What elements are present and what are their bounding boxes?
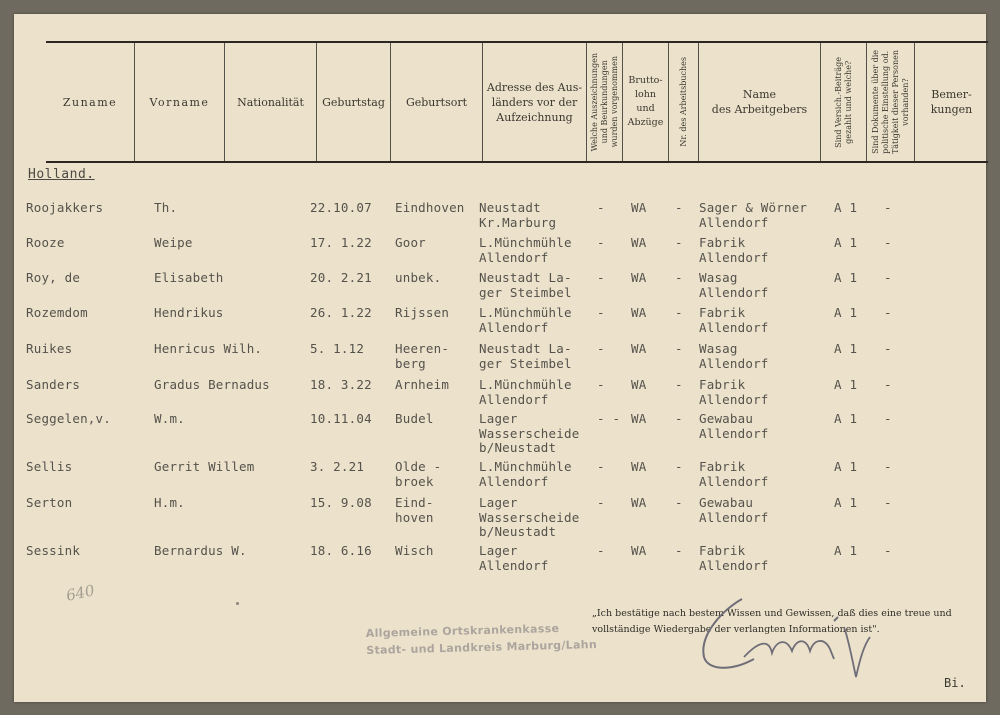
cell-arbeitsbuch: - (675, 377, 683, 392)
cell-auszeichnungen: - - (597, 411, 621, 426)
cell-geburtsort: Eind- hoven (395, 495, 434, 525)
cell-arbeitsbuch: - (675, 200, 683, 215)
pencil-note: 640 (64, 581, 97, 605)
cell-auszeichnungen: - (597, 235, 605, 250)
cell-geburtstag: 10.11.04 (310, 411, 372, 426)
cell-dokumente: - (884, 341, 892, 356)
cell-auszeichnungen: - (597, 459, 605, 474)
header-auszeichnungen-text: Welche Auszeichnungen und Beurkundungen wurden vorgenommen (589, 52, 619, 152)
cell-auszeichnungen: - (597, 270, 605, 285)
cell-arbeitgeber: Sager & Wörner Allendorf (699, 200, 808, 230)
header-vorname: Vorname (149, 95, 210, 109)
cell-vorname: Elisabeth (154, 270, 224, 285)
cell-adresse: Lager Allendorf (479, 543, 549, 573)
cell-adresse: L.Münchmühle Allendorf (479, 377, 572, 407)
cell-arbeitgeber: Gewabau Allendorf (699, 411, 769, 441)
cell-dokumente: - (884, 235, 892, 250)
cell-arbeitgeber: Fabrik Allendorf (699, 459, 769, 489)
cell-versicherung: A 1 (834, 543, 858, 558)
cell-adresse: Neustadt Kr.Marburg (479, 200, 557, 230)
cell-versicherung: A 1 (834, 459, 858, 474)
cell-zuname: Sanders (26, 377, 81, 392)
clerk-initials: Bi. (944, 676, 966, 690)
cell-geburtsort: Rijssen (395, 305, 450, 320)
cell-zuname: Sessink (26, 543, 81, 558)
cell-bruttolohn: WA (631, 377, 647, 392)
cell-geburtstag: 3. 2.21 (310, 459, 365, 474)
cell-versicherung: A 1 (834, 411, 858, 426)
cell-zuname: Roojakkers (26, 200, 104, 215)
header-arbeitsbuch (669, 43, 698, 161)
header-dokumente-text: Sind Dokumente über die politische Einstellung od. Tätigkeit dieser Personen vorhanden? (870, 50, 910, 154)
header-bemerkungen: Bemer- kungen (930, 88, 973, 116)
cell-bruttolohn: WA (631, 543, 647, 558)
header-versicherung-text: Sind Versich.-Beiträge gezahlt und welche? (833, 56, 853, 148)
header-nationalitaet: Nationalität (237, 95, 304, 109)
cell-adresse: Neustadt La- ger Steimbel (479, 270, 572, 300)
cell-geburtsort: Arnheim (395, 377, 450, 392)
cell-vorname: W.m. (154, 411, 185, 426)
stamp-line-1: Allgemeine Ortskrankenkasse (365, 621, 560, 641)
cell-geburtstag: 17. 1.22 (310, 235, 372, 250)
cell-arbeitsbuch: - (675, 543, 683, 558)
cell-bruttolohn: WA (631, 341, 647, 356)
cell-bruttolohn: WA (631, 305, 647, 320)
cell-auszeichnungen: - (597, 495, 605, 510)
cell-arbeitgeber: Wasag Allendorf (699, 341, 769, 371)
cell-geburtsort: unbek. (395, 270, 442, 285)
cell-vorname: Gerrit Willem (154, 459, 255, 474)
cell-geburtsort: Eindhoven (395, 200, 465, 215)
cell-arbeitsbuch: - (675, 495, 683, 510)
cell-arbeitgeber: Fabrik Allendorf (699, 305, 769, 335)
cell-vorname: Henricus Wilh. (154, 341, 263, 356)
cell-zuname: Roy, de (26, 270, 81, 285)
cell-dokumente: - (884, 495, 892, 510)
cell-auszeichnungen: - (597, 377, 605, 392)
cell-arbeitsbuch: - (675, 459, 683, 474)
ink-dot (236, 602, 239, 605)
header-adresse: Adresse des Aus- länders vor der Aufzeichnung (486, 80, 583, 124)
cell-adresse: Neustadt La- ger Steimbel (479, 341, 572, 371)
cell-arbeitsbuch: - (675, 305, 683, 320)
cell-versicherung: A 1 (834, 495, 858, 510)
cell-arbeitsbuch: - (675, 411, 683, 426)
cell-vorname: Th. (154, 200, 178, 215)
cell-dokumente: - (884, 543, 892, 558)
header-arbeitgeber: Name des Arbeitgebers (711, 88, 808, 116)
document-sheet (14, 14, 986, 702)
cell-zuname: Ruikes (26, 341, 73, 356)
cell-arbeitgeber: Wasag Allendorf (699, 270, 769, 300)
cell-adresse: L.Münchmühle Allendorf (479, 459, 572, 489)
office-stamp (366, 619, 598, 659)
section-title: Holland. (28, 167, 95, 182)
header-geburtsort: Geburtsort (405, 95, 468, 109)
header-versicherung (821, 43, 866, 161)
cell-arbeitsbuch: - (675, 235, 683, 250)
cell-bruttolohn: WA (631, 235, 647, 250)
cell-geburtstag: 15. 9.08 (310, 495, 372, 510)
cell-adresse: Lager Wasserscheide b/Neustadt (479, 495, 580, 539)
confirmation-statement: „Ich bestätige nach bestem Wissen und Gewissen, daß dies eine treue und vollständige Wiedergabe der verlangten Informationen ist". (592, 608, 952, 635)
cell-adresse: L.Münchmühle Allendorf (479, 235, 572, 265)
cell-arbeitgeber: Fabrik Allendorf (699, 543, 769, 573)
cell-geburtsort: Goor (395, 235, 426, 250)
cell-versicherung: A 1 (834, 341, 858, 356)
cell-versicherung: A 1 (834, 305, 858, 320)
cell-auszeichnungen: - (597, 543, 605, 558)
cell-geburtstag: 5. 1.12 (310, 341, 365, 356)
stamp-line-2: Stadt- und Landkreis Marburg/Lahn (366, 637, 598, 658)
cell-adresse: Lager Wasserscheide b/Neustadt (479, 411, 580, 455)
cell-bruttolohn: WA (631, 495, 647, 510)
cell-vorname: H.m. (154, 495, 185, 510)
cell-versicherung: A 1 (834, 200, 858, 215)
cell-geburtsort: Wisch (395, 543, 434, 558)
cell-geburtstag: 22.10.07 (310, 200, 372, 215)
cell-dokumente: - (884, 411, 892, 426)
cell-zuname: Serton (26, 495, 73, 510)
cell-geburtstag: 20. 2.21 (310, 270, 372, 285)
header-zuname: Zuname (62, 95, 118, 109)
cell-bruttolohn: WA (631, 270, 647, 285)
cell-arbeitsbuch: - (675, 270, 683, 285)
cell-geburtstag: 18. 6.16 (310, 543, 372, 558)
cell-dokumente: - (884, 459, 892, 474)
cell-versicherung: A 1 (834, 377, 858, 392)
cell-versicherung: A 1 (834, 235, 858, 250)
cell-geburtsort: Heeren- berg (395, 341, 450, 371)
header-geburtstag: Geburtstag (322, 95, 385, 109)
header-auszeichnungen (587, 43, 622, 161)
cell-vorname: Gradus Bernadus (154, 377, 270, 392)
cell-adresse: L.Münchmühle Allendorf (479, 305, 572, 335)
cell-zuname: Rozemdom (26, 305, 88, 320)
cell-auszeichnungen: - (597, 200, 605, 215)
handwritten-signature (684, 579, 884, 684)
cell-bruttolohn: WA (631, 411, 647, 426)
cell-vorname: Hendrikus (154, 305, 224, 320)
cell-versicherung: A 1 (834, 270, 858, 285)
cell-geburtsort: Budel (395, 411, 434, 426)
cell-dokumente: - (884, 270, 892, 285)
cell-arbeitgeber: Gewabau Allendorf (699, 495, 769, 525)
cell-geburtsort: Olde - broek (395, 459, 442, 489)
cell-geburtstag: 18. 3.22 (310, 377, 372, 392)
cell-bruttolohn: WA (631, 459, 647, 474)
cell-arbeitgeber: Fabrik Allendorf (699, 377, 769, 407)
cell-arbeitgeber: Fabrik Allendorf (699, 235, 769, 265)
header-bottom-rule (46, 161, 988, 163)
cell-dokumente: - (884, 200, 892, 215)
cell-geburtstag: 26. 1.22 (310, 305, 372, 320)
cell-dokumente: - (884, 377, 892, 392)
cell-zuname: Seggelen,v. (26, 411, 111, 426)
header-arbeitsbuch-text: Nr. des Arbeitsbuches (678, 57, 688, 147)
cell-zuname: Rooze (26, 235, 65, 250)
cell-zuname: Sellis (26, 459, 73, 474)
cell-vorname: Bernardus W. (154, 543, 247, 558)
cell-auszeichnungen: - (597, 341, 605, 356)
cell-dokumente: - (884, 305, 892, 320)
header-bruttolohn: Brutto- lohn und Abzüge (627, 75, 664, 128)
cell-auszeichnungen: - (597, 305, 605, 320)
cell-vorname: Weipe (154, 235, 193, 250)
cell-arbeitsbuch: - (675, 341, 683, 356)
cell-bruttolohn: WA (631, 200, 647, 215)
header-dokumente (867, 43, 914, 161)
